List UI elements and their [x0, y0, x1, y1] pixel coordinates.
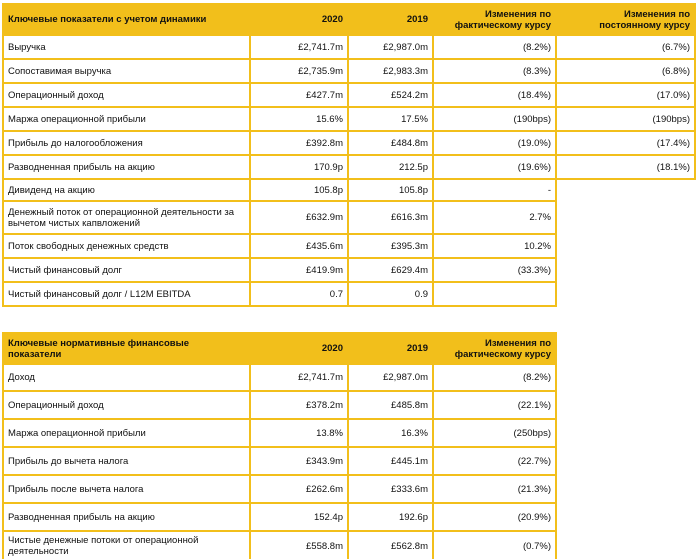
table-cell: (33.3%) — [433, 258, 556, 282]
table-cell: (8.2%) — [433, 35, 556, 59]
table-cell: Прибыль до вычета налога — [3, 447, 250, 475]
table-cell: £2,741.7m — [250, 364, 348, 391]
table-cell: £343.9m — [250, 447, 348, 475]
table-cell: 0.7 — [250, 282, 348, 306]
table-row — [3, 155, 695, 179]
table-cell: £2,735.9m — [250, 59, 348, 83]
table-cell: £524.2m — [348, 83, 433, 107]
table-cell: (19.6%) — [433, 155, 556, 179]
table-cell — [433, 282, 556, 306]
table-cell — [556, 179, 695, 201]
table-cell: 192.6p — [348, 503, 433, 531]
table-cell: (18.1%) — [556, 155, 695, 179]
table-cell: £392.8m — [250, 131, 348, 155]
table-cell: (190bps) — [556, 107, 695, 131]
table-cell: Маржа операционной прибыли — [3, 419, 250, 447]
table-cell: £558.8m — [250, 531, 348, 559]
table-row — [3, 59, 695, 83]
table-cell — [556, 282, 695, 306]
table-cell: (250bps) — [433, 419, 556, 447]
table-cell: 17.5% — [348, 107, 433, 131]
table-cell: Чистый финансовый долг / L12M EBITDA — [3, 282, 250, 306]
header-cell: 2020 — [250, 333, 348, 364]
table-cell: £562.8m — [348, 531, 433, 559]
table-cell: Маржа операционной прибыли — [3, 107, 250, 131]
table-cell: Чистый финансовый долг — [3, 258, 250, 282]
table-cell: 10.2% — [433, 234, 556, 258]
table-cell: 0.9 — [348, 282, 433, 306]
table-row — [3, 83, 695, 107]
table-cell: (21.3%) — [433, 475, 556, 503]
table-cell: 152.4p — [250, 503, 348, 531]
table-cell: £2,741.7m — [250, 35, 348, 59]
table-row — [3, 201, 695, 234]
table-cell: (20.9%) — [433, 503, 556, 531]
table-cell: £445.1m — [348, 447, 433, 475]
table-cell: Чистые денежные потоки от операционной деятельности — [3, 531, 250, 559]
table-cell: £632.9m — [250, 201, 348, 234]
header-cell: 2020 — [250, 4, 348, 35]
table-cell: £378.2m — [250, 391, 348, 419]
table-cell: (6.7%) — [556, 35, 695, 59]
table-cell: £419.9m — [250, 258, 348, 282]
table-cell: £2,987.0m — [348, 35, 433, 59]
table-cell: 212.5p — [348, 155, 433, 179]
header-cell: 2019 — [348, 4, 433, 35]
table-cell: Разводненная прибыль на акцию — [3, 503, 250, 531]
table-cell: 105.8p — [250, 179, 348, 201]
table-cell: £629.4m — [348, 258, 433, 282]
table-row — [3, 419, 556, 447]
table-cell: 15.6% — [250, 107, 348, 131]
table-cell: Сопоставимая выручка — [3, 59, 250, 83]
table-cell: Дивиденд на акцию — [3, 179, 250, 201]
table-cell: £616.3m — [348, 201, 433, 234]
table-cell — [556, 234, 695, 258]
table-row — [3, 391, 556, 419]
table-cell: (18.4%) — [433, 83, 556, 107]
table-cell: (8.3%) — [433, 59, 556, 83]
key-indicators-table — [2, 3, 696, 307]
table-row — [3, 531, 556, 559]
table-cell: £395.3m — [348, 234, 433, 258]
table-row — [3, 35, 695, 59]
header-cell: Изменения по фактическому курсу — [433, 333, 556, 364]
table-cell: Денежный поток от операционной деятельности за вычетом чистых капвложений — [3, 201, 250, 234]
table-cell: (22.7%) — [433, 447, 556, 475]
table-cell: Доход — [3, 364, 250, 391]
table-row — [3, 179, 695, 201]
table-cell: 16.3% — [348, 419, 433, 447]
table-cell: Разводненная прибыль на акцию — [3, 155, 250, 179]
table-cell: (0.7%) — [433, 531, 556, 559]
table-cell: 2.7% — [433, 201, 556, 234]
table-row — [3, 107, 695, 131]
table-row — [3, 282, 695, 306]
header-cell: 2019 — [348, 333, 433, 364]
table-cell: 170.9p — [250, 155, 348, 179]
table-row — [3, 503, 556, 531]
table-cell: £484.8m — [348, 131, 433, 155]
table-cell: £485.8m — [348, 391, 433, 419]
table-cell: Выручка — [3, 35, 250, 59]
header-cell: Ключевые показатели с учетом динамики — [3, 4, 250, 35]
table-cell: Прибыль до налогообложения — [3, 131, 250, 155]
table-cell: (17.4%) — [556, 131, 695, 155]
table-cell: Поток свободных денежных средств — [3, 234, 250, 258]
table-row — [3, 131, 695, 155]
table-cell: £435.6m — [250, 234, 348, 258]
table-cell: £427.7m — [250, 83, 348, 107]
table-cell: Операционный доход — [3, 83, 250, 107]
header-row — [3, 4, 695, 35]
table-row — [3, 234, 695, 258]
table-cell: Операционный доход — [3, 391, 250, 419]
table-row — [3, 447, 556, 475]
header-cell: Изменения по постоянному курсу — [556, 4, 695, 35]
table-cell: 105.8p — [348, 179, 433, 201]
header-cell: Изменения по фактическому курсу — [433, 4, 556, 35]
table-cell: £2,987.0m — [348, 364, 433, 391]
normative-indicators-table — [2, 332, 557, 559]
table-cell: - — [433, 179, 556, 201]
table-row — [3, 258, 695, 282]
table-cell: (190bps) — [433, 107, 556, 131]
table-cell: £2,983.3m — [348, 59, 433, 83]
table-row — [3, 364, 556, 391]
table-cell: (6.8%) — [556, 59, 695, 83]
table-cell: Прибыль после вычета налога — [3, 475, 250, 503]
table-row — [3, 475, 556, 503]
table-cell — [556, 258, 695, 282]
table-cell: (17.0%) — [556, 83, 695, 107]
table-cell: £262.6m — [250, 475, 348, 503]
header-row — [3, 333, 556, 364]
table-cell: (22.1%) — [433, 391, 556, 419]
header-cell: Ключевые нормативные финансовые показатели — [3, 333, 250, 364]
table-cell: (8.2%) — [433, 364, 556, 391]
table-cell — [556, 201, 695, 234]
table-cell: £333.6m — [348, 475, 433, 503]
table-cell: 13.8% — [250, 419, 348, 447]
table-cell: (19.0%) — [433, 131, 556, 155]
